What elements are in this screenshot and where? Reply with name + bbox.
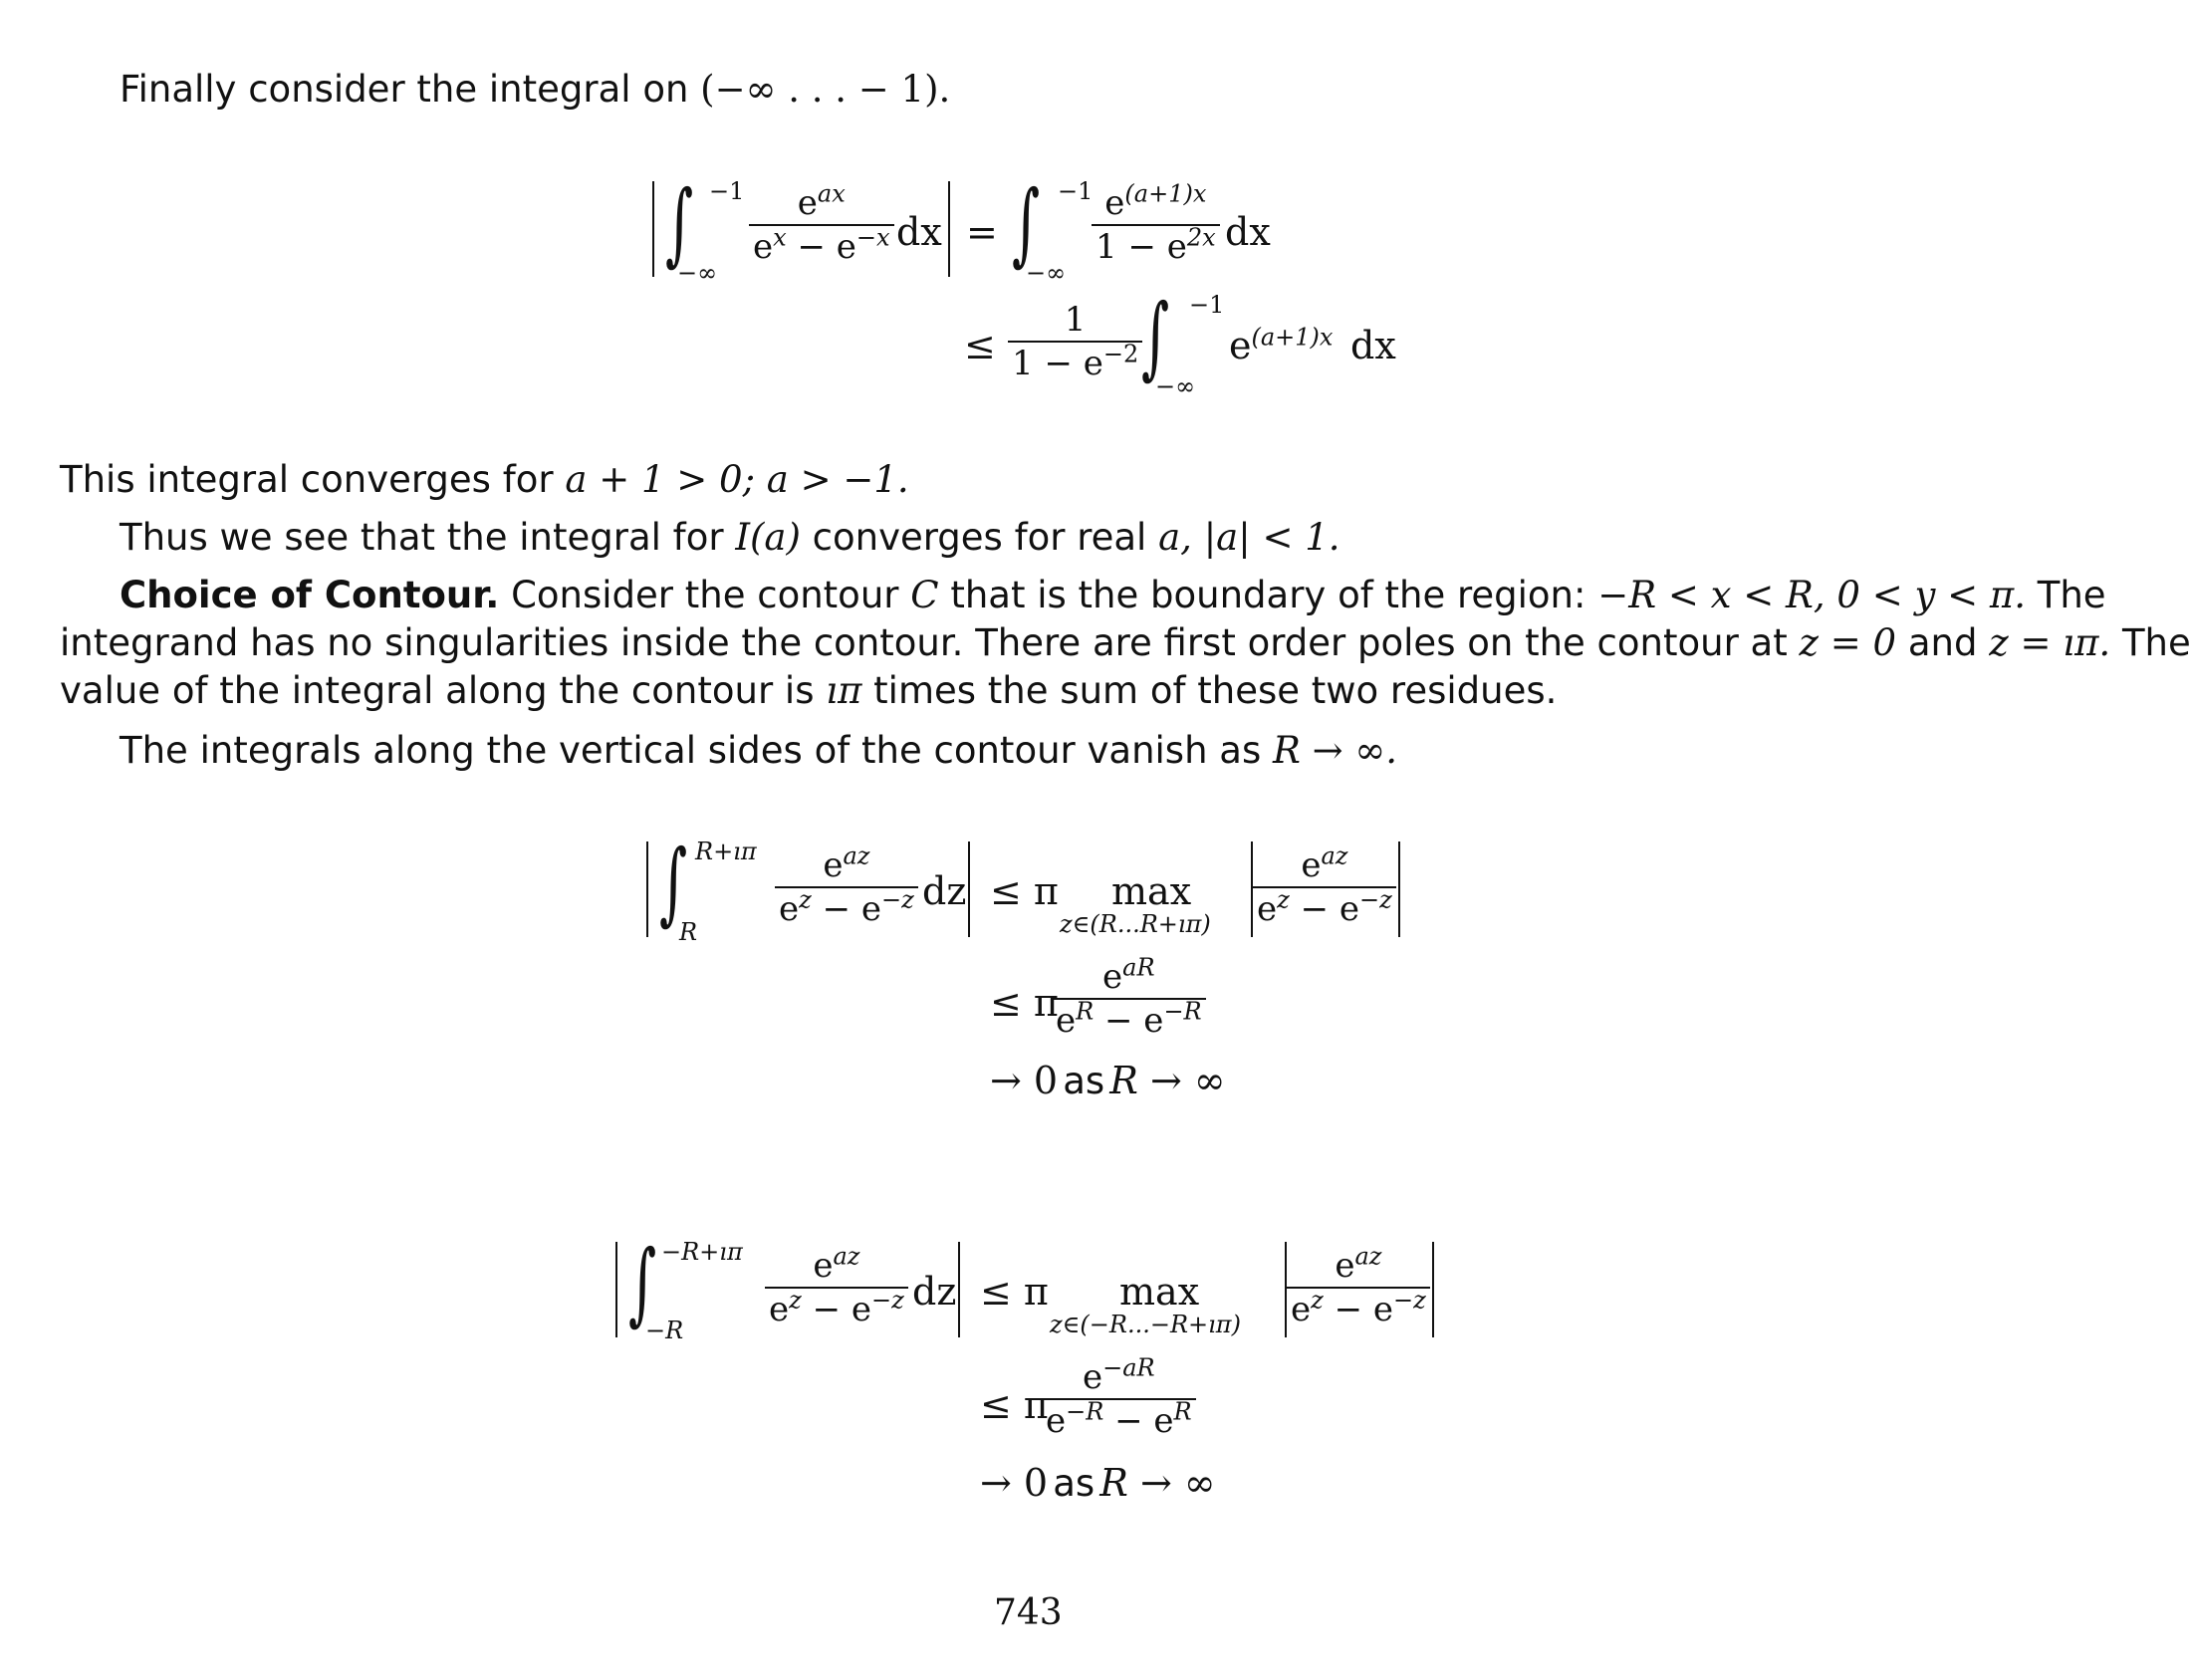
abs-bar-left [646,841,648,937]
dz: dz [912,1270,957,1314]
integrand: $e^{(a+1)x}$ [1229,323,1334,367]
integral-lower: −∞ [677,259,718,287]
dx: dx [896,210,942,254]
integral-lower: R [679,918,698,946]
fraction: $\frac{e^{ax}}{e^x - e^{-x}}$ [749,182,894,264]
fraction: $\frac{e^{az}}{e^z - e^{-z}}$ [1253,844,1396,926]
thus-line [120,514,1340,562]
integral-sign: ∫ [1012,171,1041,276]
abs-bar-left [615,1242,617,1337]
leq-pi: ≤ π [990,981,1059,1025]
integral-lower: −∞ [1155,372,1196,400]
integral-sign: ∫ [1141,285,1170,389]
leq-pi: ≤ π [990,869,1059,913]
fraction: $\frac{e^{(a+1)x}}{1 - e^{2x}}$ [1092,182,1220,264]
choice-heading: Choice of Contour. [120,574,500,616]
thus-text: converges for real [812,516,1147,559]
abs-bar-right [968,841,970,937]
fraction: $\frac{e^{az}}{e^z - e^{-z}}$ [765,1245,908,1326]
abs-bar-right [948,181,950,277]
integral-lower: −R [645,1317,684,1344]
thus-math: I(a) [735,516,801,559]
dx: dx [1350,324,1396,367]
fraction: $\frac{e^{aR}}{e^R - e^{-R}}$ [1052,956,1206,1038]
integral-upper: R+ıπ [695,838,757,865]
fraction: $\frac{e^{az}}{e^z - e^{-z}}$ [775,844,918,926]
integral-upper: −1 [1058,177,1094,205]
integral-upper: −R+ıπ [661,1238,743,1266]
leq-pi: ≤ π [980,1270,1049,1314]
integral-sign: ∫ [665,171,694,276]
abs-bar-right [1432,1242,1434,1337]
fraction: $\frac{e^{az}}{e^z - e^{-z}}$ [1287,1245,1430,1326]
choice-line-2: integrand has no singularities inside the contour. There are first order poles on the contour at z = 0 and z = ıπ. The [60,621,2191,664]
thus-text: Thus we see that the integral for [120,516,724,559]
choice-line-3: value of the integral along the contour is ıπ times the sum of these two residues. [60,669,1558,712]
integral-sign: ∫ [659,831,688,935]
limit-line: → 0 as R → ∞ [980,1461,1216,1505]
fraction: $\frac{1}{1 - e^{-2}}$ [1008,299,1142,380]
convergence-math: a + 1 > 0; a > −1. [565,458,909,501]
intro-line [120,66,950,114]
integral-sign: ∫ [628,1231,657,1335]
dz: dz [922,869,967,913]
integral-upper: −1 [709,177,745,205]
convergence-line [60,456,909,504]
fraction: $\frac{e^{-aR}}{e^{-R} - e^R}$ [1042,1356,1196,1438]
abs-bar-right [1398,841,1400,937]
page-number: 743 [994,1592,1063,1633]
abs-bar-right [958,1242,960,1337]
integral-upper: −1 [1189,291,1225,319]
intro-interval: (−∞ . . . − 1). [700,68,951,111]
vertical-sides-line: The integrals along the vertical sides of the contour vanish as R → ∞. [120,729,1397,772]
leq-pi: ≤ π [980,1383,1049,1427]
intro-text: Finally consider the integral on [120,68,689,111]
abs-bar-left [652,181,654,277]
integral-lower: −∞ [1026,259,1067,287]
limit-line: → 0 as R → ∞ [990,1059,1226,1102]
equals-sign: = [966,210,998,254]
leq-sign: ≤ [964,324,996,367]
dx: dx [1225,210,1271,254]
thus-math: a, |a| < 1. [1158,516,1340,559]
choice-line-1: Choice of Contour. Consider the contour C that is the boundary of the region: −R < x < R, 0 < y < π. The [120,574,2106,616]
max-subscript: z∈(R...R+ıπ) [1060,910,1211,938]
max-operator: max [1111,869,1192,913]
convergence-text: This integral converges for [60,458,554,501]
max-subscript: z∈(−R...−R+ıπ) [1050,1311,1241,1338]
max-operator: max [1119,1270,1200,1314]
